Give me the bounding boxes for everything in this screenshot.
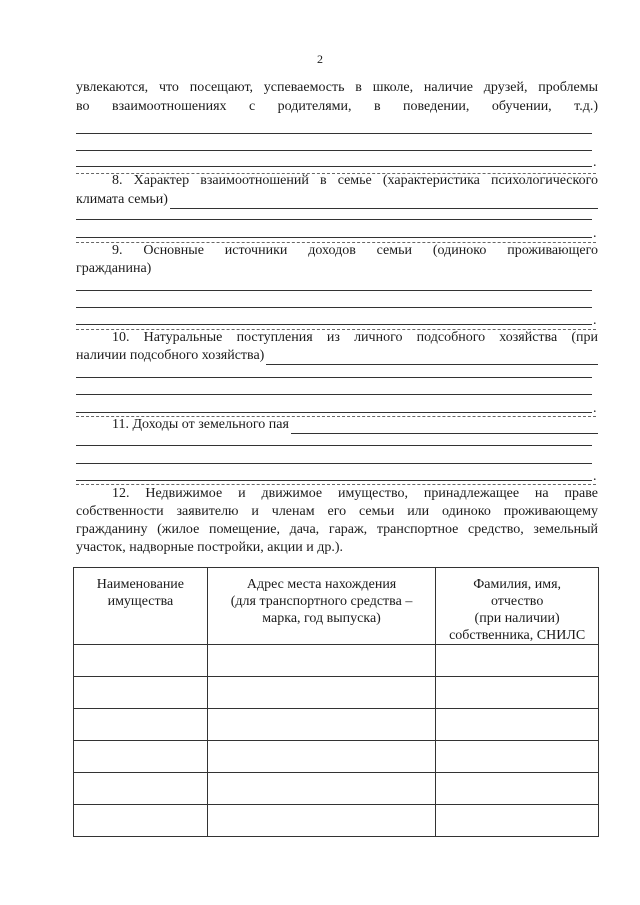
answer-line[interactable] — [76, 237, 592, 238]
answer-line[interactable] — [76, 445, 592, 446]
item10-answer-field[interactable] — [266, 350, 598, 365]
item8-line-1 — [76, 172, 598, 190]
table-cell[interactable] — [207, 741, 435, 773]
item11-line-1 — [76, 416, 598, 434]
answer-line[interactable] — [76, 463, 592, 464]
line-end-dot: . — [593, 226, 597, 241]
item11-label: 11. Доходы от земельного пая — [112, 417, 289, 432]
table-header-row — [74, 568, 599, 645]
table-cell[interactable] — [207, 773, 435, 805]
answer-line[interactable] — [76, 480, 592, 481]
table-row — [74, 805, 599, 837]
table-row — [74, 645, 599, 677]
item10-line-2 — [76, 347, 598, 365]
answer-line[interactable] — [76, 377, 592, 378]
answer-line[interactable] — [76, 324, 592, 325]
table-cell[interactable] — [74, 677, 208, 709]
line-end-dot: . — [593, 155, 597, 170]
property-table — [73, 567, 599, 837]
header-property-name: Наименование имущества — [74, 568, 208, 645]
item8-label: климата семьи) — [76, 192, 168, 207]
item10-label: наличии подсобного хозяйства) — [76, 348, 265, 363]
item8-answer-field[interactable] — [170, 194, 598, 209]
item9-line-2: гражданина) — [76, 261, 152, 276]
table-cell[interactable] — [436, 773, 599, 805]
item12-line-1 — [76, 485, 598, 503]
item9-text: 9. Основные источники доходов семьи (одиноко проживающего — [112, 243, 598, 258]
item12-line-3: гражданину (жилое помещение, дача, гараж, транспортное средство, земельный — [76, 522, 598, 537]
item10-line-1 — [76, 329, 598, 347]
item10-text: 10. Натуральные поступления из личного подсобного хозяйства (при — [112, 330, 598, 345]
answer-line[interactable] — [76, 166, 592, 167]
item9-line-1 — [76, 242, 598, 260]
item8-line-2 — [76, 191, 598, 209]
table-row — [74, 773, 599, 805]
table-cell[interactable] — [74, 645, 208, 677]
item11-answer-field[interactable] — [291, 419, 598, 434]
answer-line[interactable] — [76, 219, 592, 220]
table-cell[interactable] — [74, 741, 208, 773]
table-cell[interactable] — [207, 709, 435, 741]
answer-line[interactable] — [76, 150, 592, 151]
answer-line[interactable] — [76, 133, 592, 134]
table-cell[interactable] — [436, 709, 599, 741]
table-cell[interactable] — [436, 677, 599, 709]
table-cell[interactable] — [207, 677, 435, 709]
table-row — [74, 709, 599, 741]
line-end-dot: . — [593, 469, 597, 484]
item12-text: 12. Недвижимое и движимое имущество, принадлежащее на праве — [112, 486, 598, 501]
table-cell[interactable] — [436, 741, 599, 773]
intro-line-1: увлекаются, что посещают, успеваемость в школе, наличие друзей, проблемы — [76, 80, 598, 95]
item8-text: 8. Характер взаимоотношений в семье (характеристика психологического — [112, 173, 598, 188]
item12-line-4: участок, надворные постройки, акции и др.). — [76, 540, 344, 555]
answer-line[interactable] — [76, 394, 592, 395]
answer-line[interactable] — [76, 412, 592, 413]
table-row — [74, 741, 599, 773]
line-end-dot: . — [593, 401, 597, 416]
table-cell[interactable] — [207, 805, 435, 837]
table-cell[interactable] — [74, 805, 208, 837]
item12-line-2: собственности заявителю и членам его семьи или одиноко проживающему — [76, 504, 598, 519]
header-owner: Фамилия, имя, отчество (при наличии) собственника, СНИЛС — [436, 568, 599, 645]
answer-line[interactable] — [76, 307, 592, 308]
header-address: Адрес места нахождения (для транспортного средства – марка, год выпуска) — [207, 568, 435, 645]
table-cell[interactable] — [436, 645, 599, 677]
table-cell[interactable] — [207, 645, 435, 677]
line-end-dot: . — [593, 313, 597, 328]
table-cell[interactable] — [74, 773, 208, 805]
table-row — [74, 677, 599, 709]
table-cell[interactable] — [74, 709, 208, 741]
page-number: 2 — [317, 52, 323, 66]
intro-line-2: во взаимоотношениях с родителями, в поведении, обучении, т.д.) — [76, 99, 598, 114]
table-cell[interactable] — [436, 805, 599, 837]
answer-line[interactable] — [76, 290, 592, 291]
